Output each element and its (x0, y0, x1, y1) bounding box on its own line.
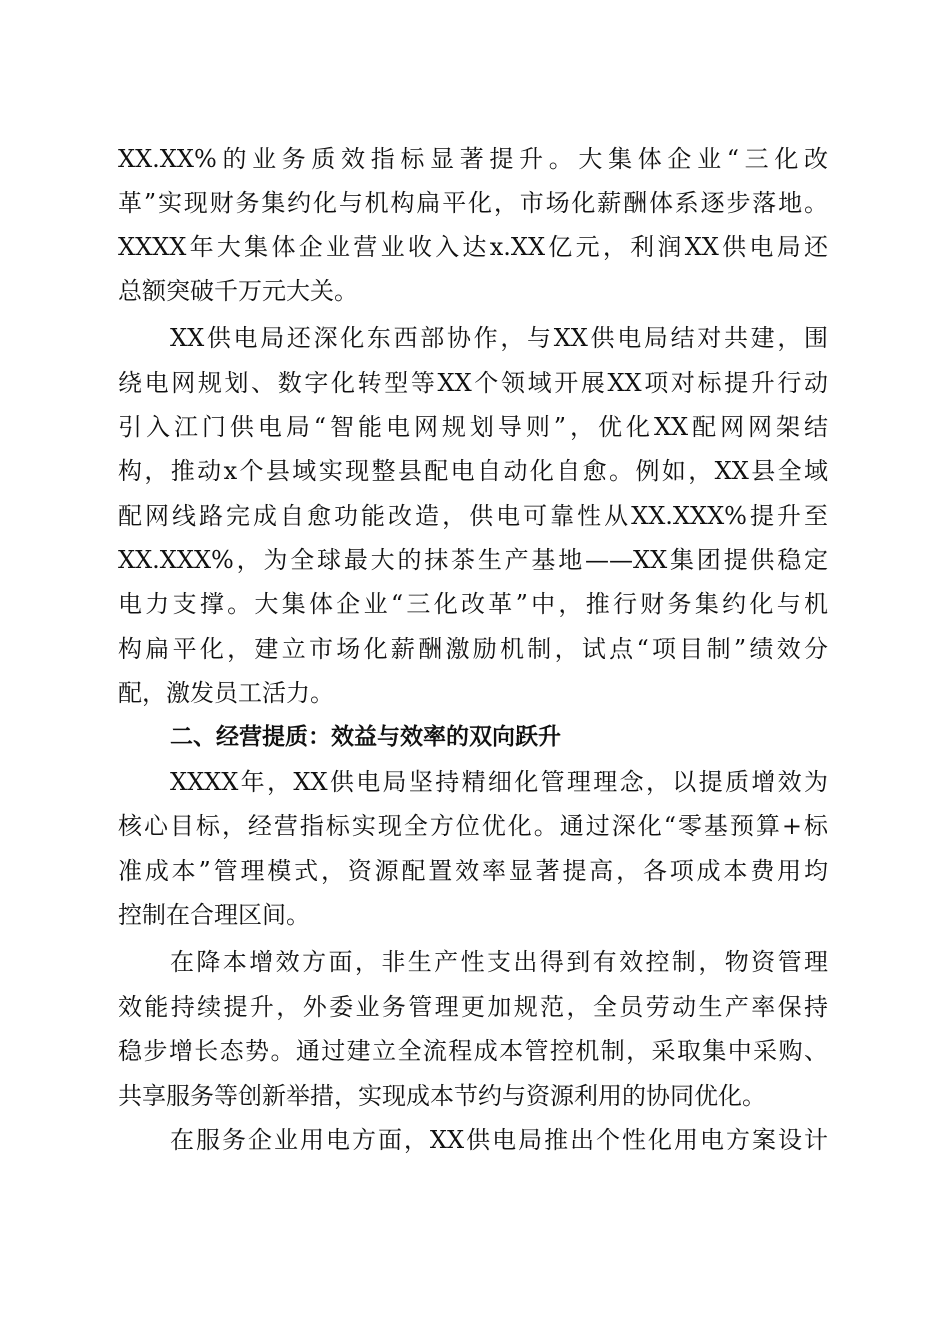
paragraph-4-line-4: 共享服务等创新举措，实现成本节约与资源利用的协同优化。 (118, 1082, 766, 1110)
paragraph-2-line-9: 配，激发员工活力。 (118, 679, 334, 707)
paragraph-2-line-6: XX.XXX%，为全球最大的抹茶生产基地——XX集团提供稳定 (118, 546, 828, 574)
paragraph-1-line-3: XXXX年大集体企业营业收入达x.XX亿元，利润XX供电局还 (118, 233, 828, 261)
paragraph-2-line-5: 配网线路完成自愈功能改造，供电可靠性从XX.XXX%提升至 (118, 502, 828, 530)
paragraph-2-line-1: XX供电局还深化东西部协作，与XX供电局结对共建，围 (170, 324, 828, 352)
paragraph-4-line-1: 在降本增效方面，非生产性支出得到有效控制，物资管理 (170, 948, 828, 976)
paragraph-2-line-7: 电力支撑。大集体企业“三化改革”中，推行财务集约化与机 (118, 590, 828, 618)
paragraph-2-line-3: 引入江门供电局“智能电网规划导则”，优化XX配网网架结 (118, 413, 828, 441)
paragraph-2-line-4: 构，推动x个县域实现整县配电自动化自愈。例如，XX县全域 (118, 457, 828, 485)
paragraph-3-line-3: 准成本”管理模式，资源配置效率显著提高，各项成本费用均 (118, 857, 828, 885)
paragraph-1-line-2: 革”实现财务集约化与机构扁平化，市场化薪酬体系逐步落地。 (118, 189, 828, 217)
paragraph-3-line-2: 核心目标，经营指标实现全方位优化。通过深化“零基预算+标 (118, 812, 828, 840)
paragraph-2-line-2: 绕电网规划、数字化转型等XX个领域开展XX项对标提升行动 (118, 369, 828, 397)
paragraph-1-line-1: XX.XX%的业务质效指标显著提升。大集体企业“三化改 (118, 145, 828, 173)
paragraph-3-line-1: XXXX年，XX供电局坚持精细化管理理念，以提质增效为 (170, 768, 828, 796)
paragraph-2-line-8: 构扁平化，建立市场化薪酬激励机制，试点“项目制”绩效分 (118, 635, 828, 663)
section-heading: 二、经营提质：效益与效率的双向跃升 (170, 724, 561, 750)
paragraph-4-line-3: 稳步增长态势。通过建立全流程成本管控机制，采取集中采购、 (118, 1037, 828, 1065)
paragraph-3-line-4: 控制在合理区间。 (118, 901, 310, 929)
paragraph-5-line-1: 在服务企业用电方面，XX供电局推出个性化用电方案设计 (170, 1126, 828, 1154)
paragraph-1-line-4: 总额突破千万元大关。 (118, 277, 358, 305)
paragraph-4-line-2: 效能持续提升，外委业务管理更加规范，全员劳动生产率保持 (118, 993, 828, 1021)
